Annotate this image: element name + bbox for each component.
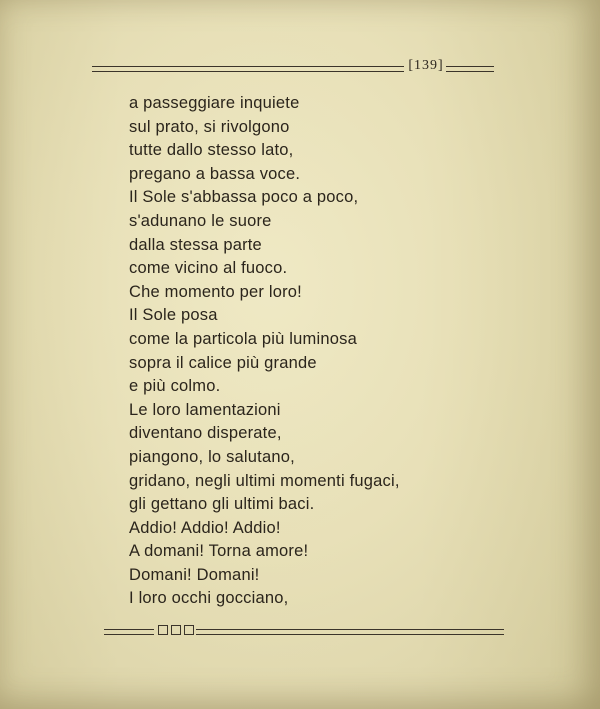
poem-line: a passeggiare inquiete bbox=[129, 94, 300, 112]
poem-line: gridano, negli ultimi momenti fugaci, bbox=[129, 471, 400, 490]
ornament-square-icon bbox=[158, 625, 168, 635]
header-rule-left bbox=[92, 66, 404, 72]
poem-line: e più colmo. bbox=[129, 377, 221, 396]
poem-line: diventano disperate, bbox=[129, 424, 282, 443]
footer-rule-right bbox=[196, 629, 504, 635]
poem-line: dalla stessa parte bbox=[129, 235, 262, 254]
page-number: [139] bbox=[408, 58, 444, 73]
poem-line: Addio! Addio! Addio! bbox=[129, 518, 281, 537]
poem-line: piangono, lo salutano, bbox=[129, 447, 295, 466]
poem-line: Che momento per loro! bbox=[129, 282, 302, 301]
ornament-square-icon bbox=[171, 625, 181, 635]
poem-line: gli gettano gli ultimi baci. bbox=[129, 495, 315, 514]
page-footer bbox=[104, 623, 504, 639]
poem-line: tutte dallo stesso lato, bbox=[129, 141, 294, 160]
poem-line: A domani! Torna amore! bbox=[129, 542, 309, 561]
page-header bbox=[92, 58, 494, 78]
poem-line: come la particola più luminosa bbox=[129, 329, 357, 348]
header-rule-right bbox=[446, 66, 494, 72]
poem-line: Domani! Domani! bbox=[129, 565, 260, 584]
poem-line: Le loro lamentazioni bbox=[129, 400, 281, 419]
poem-line: pregano a bassa voce. bbox=[129, 164, 301, 183]
ornament-square-icon bbox=[184, 625, 194, 635]
footer-rule-left bbox=[104, 629, 154, 635]
poem-line: s'adunano le suore bbox=[129, 211, 272, 230]
poem-line: come vicino al fuoco. bbox=[129, 259, 288, 278]
poem-line: I loro occhi gocciano, bbox=[129, 589, 289, 608]
poem-line: Il Sole posa bbox=[129, 306, 218, 325]
footer-ornament bbox=[158, 625, 194, 637]
poem-line: sopra il calice più grande bbox=[129, 353, 317, 372]
poem-line: Il Sole s'abbassa poco a poco, bbox=[129, 188, 359, 207]
poem-line: sul prato, si rivolgono bbox=[129, 117, 290, 136]
poem-text bbox=[129, 92, 469, 611]
